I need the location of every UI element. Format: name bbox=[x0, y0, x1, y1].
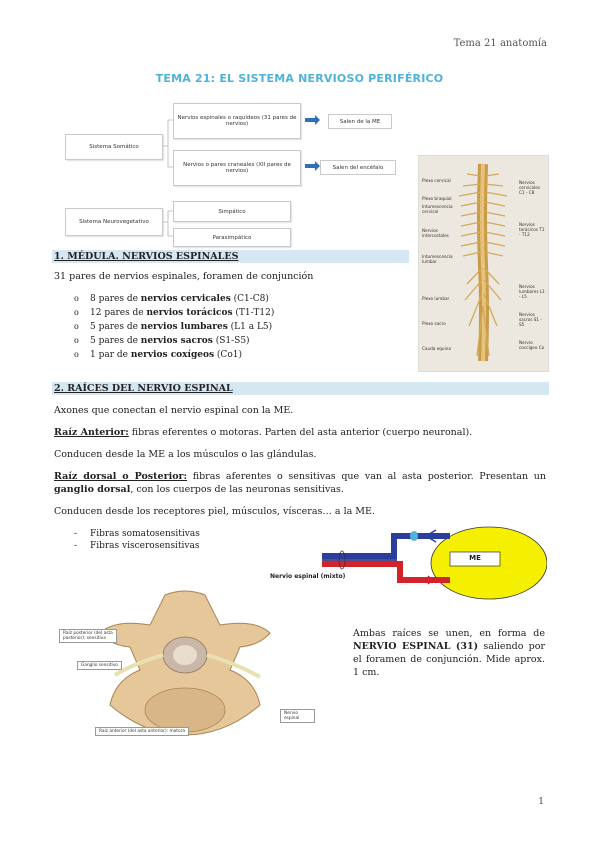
vertebra-label-raiz-anterior: Raíz anterior (del asta anterior): motora bbox=[95, 727, 189, 736]
vertebra-label-nervio-espinal: Nervio espinal bbox=[280, 709, 315, 723]
spine-label-intumescencia-lumbar: Intumescencia lumbar bbox=[422, 254, 453, 264]
spinal-nerves-figure bbox=[418, 155, 549, 372]
item-text: 1 par de bbox=[90, 350, 131, 360]
spine-label-nervios-intercostales: Nervios intercostales bbox=[422, 228, 449, 238]
bullet-symbol: o bbox=[74, 294, 79, 303]
item-bold: nervios lumbares bbox=[140, 322, 228, 332]
list-item bbox=[74, 348, 274, 362]
spine-label-plexo-sacro: Plexo sacro bbox=[422, 321, 446, 326]
raiz-anterior-label: Raíz Anterior: bbox=[54, 427, 129, 438]
nerve-diagram-caption: Nervio espinal (mixto) bbox=[270, 573, 346, 580]
item-text: Fibras viscerosensitivas bbox=[90, 541, 200, 551]
sistema-somatico-box: Sistema Somático bbox=[65, 134, 163, 160]
bullet-symbol: o bbox=[74, 308, 79, 317]
ganglio-dorsal-text: ganglio dorsal bbox=[54, 484, 131, 495]
fibras-list bbox=[74, 528, 200, 552]
item-range: (C1-C8) bbox=[230, 294, 269, 304]
item-bold: nervios coxígeos bbox=[130, 350, 215, 360]
section-2-raiz-anterior bbox=[54, 426, 544, 439]
simpatico-box: Simpático bbox=[173, 201, 291, 222]
item-bold: nervios torácicos bbox=[146, 308, 233, 318]
parasimpatico-box: Parasimpático bbox=[173, 228, 291, 247]
list-item bbox=[74, 320, 274, 334]
list-item bbox=[74, 334, 274, 348]
item-bold: nervios sacros bbox=[140, 336, 213, 346]
salen-encefalo-box: Salen del encéfalo bbox=[320, 160, 396, 175]
spinal-nerve-diagram bbox=[270, 520, 547, 610]
salen-me-box: Salen de la ME bbox=[328, 114, 392, 129]
item-text: Fibras somatosensitivas bbox=[90, 529, 200, 539]
list-item bbox=[74, 528, 200, 540]
vertebra-label-ganglio: Ganglio sensitivo bbox=[77, 661, 122, 670]
me-label: ME bbox=[469, 554, 481, 562]
raiz-posterior-label: Raíz dorsal o Posterior: bbox=[54, 471, 188, 482]
section-2-p3: Conducen desde la ME a los músculos o las glándulas. bbox=[54, 449, 317, 460]
bullet-symbol: o bbox=[74, 322, 79, 331]
page-header: Tema 21 anatomía bbox=[453, 38, 547, 49]
spinal-nerve-svg bbox=[322, 520, 547, 610]
spine-label-plexo-braquial: Plexo braquial bbox=[422, 196, 452, 201]
section-1-heading: 1. MÉDULA. NERVIOS ESPINALES bbox=[52, 250, 409, 263]
bullet-symbol: o bbox=[74, 336, 79, 345]
raiz-anterior-text: fibras eferentes o motoras. Parten del asta anterior (cuerpo neuronal). bbox=[128, 427, 473, 438]
page-title: TEMA 21: EL SISTEMA NERVIOSO PERIFÉRICO bbox=[155, 72, 444, 85]
list-item bbox=[74, 306, 274, 320]
item-text: 5 pares de bbox=[90, 322, 141, 332]
spine-label-intumescencia-cervical: Intumescencia cervical bbox=[422, 204, 453, 214]
spine-label-plexo-cervical: Plexo cervical bbox=[422, 178, 451, 183]
spine-label-nervio-coccigeo: Nervio coccígeo Co bbox=[519, 340, 545, 350]
nervios-craneales-box: Nervios o pares craneales (XII pares de nervios) bbox=[173, 150, 301, 186]
vertebra-figure bbox=[55, 585, 315, 743]
raiz-posterior-tail: , con los cuerpos de las neuronas sensitivas. bbox=[130, 484, 344, 495]
dash-symbol: - bbox=[74, 529, 78, 539]
section-1-intro: 31 pares de nervios espinales, foramen de conjunción bbox=[54, 271, 314, 282]
sistema-neurovegetativo-box: Sistema Neurovegetativo bbox=[65, 208, 163, 236]
spine-label-nervios-lumbares: Nervios lumbares L1 - L5 bbox=[519, 284, 545, 299]
vertebra-label-raiz-posterior: Raíz posterior (del asta posterior): sensitiva bbox=[59, 629, 117, 643]
side-text-pre: Ambas raíces se unen, en forma de bbox=[353, 628, 545, 639]
spine-label-plexo-lumbar: Plexo lumbar bbox=[422, 296, 450, 301]
nervios-raquideos-box: Nervios espinales o raquídeos (31 pares de nervios) bbox=[173, 103, 301, 139]
item-text: 8 pares de bbox=[90, 294, 141, 304]
page-number: 1 bbox=[538, 797, 544, 807]
side-text-post: saliendo por el foramen de conjunción. Mide aprox. 1 cm. bbox=[353, 641, 545, 678]
list-item bbox=[74, 540, 200, 552]
item-range: (T1-T12) bbox=[232, 308, 275, 318]
item-bold: nervios cervicales bbox=[140, 294, 231, 304]
item-range: (S1-S5) bbox=[212, 336, 250, 346]
item-range: (L1 a L5) bbox=[227, 322, 273, 332]
list-item bbox=[74, 292, 274, 306]
section-2-p1: Axones que conectan el nervio espinal con la ME. bbox=[54, 405, 294, 416]
item-text: 12 pares de bbox=[90, 308, 147, 318]
item-text: 5 pares de bbox=[90, 336, 141, 346]
section-2-p5: Conducen desde los receptores piel, músculos, vísceras… a la ME. bbox=[54, 506, 375, 517]
dash-symbol: - bbox=[74, 541, 78, 551]
raiz-posterior-text: fibras aferentes o sensitivas que van al asta posterior. Presentan un bbox=[187, 471, 546, 482]
spine-label-cauda-equina: Cauda equina bbox=[422, 346, 451, 351]
nervio-espinal-bold: NERVIO ESPINAL (31) bbox=[353, 641, 479, 652]
spine-label-nervios-sacros: Nervios sacros S1 - S5 bbox=[519, 312, 542, 327]
ambas-raices-text bbox=[353, 627, 545, 679]
item-range: (Co1) bbox=[214, 350, 242, 360]
nerve-pairs-list bbox=[74, 292, 274, 362]
section-2-raiz-posterior bbox=[54, 470, 546, 496]
spine-label-nervios-toracicos: Nervios torácicos T1 - T12 bbox=[519, 222, 545, 237]
section-2-heading: 2. RAÍCES DEL NERVIO ESPINAL bbox=[52, 382, 549, 395]
spine-label-nervios-cervicales: Nervios cervicales C1 - C8 bbox=[519, 180, 541, 195]
bullet-symbol: o bbox=[74, 350, 79, 359]
